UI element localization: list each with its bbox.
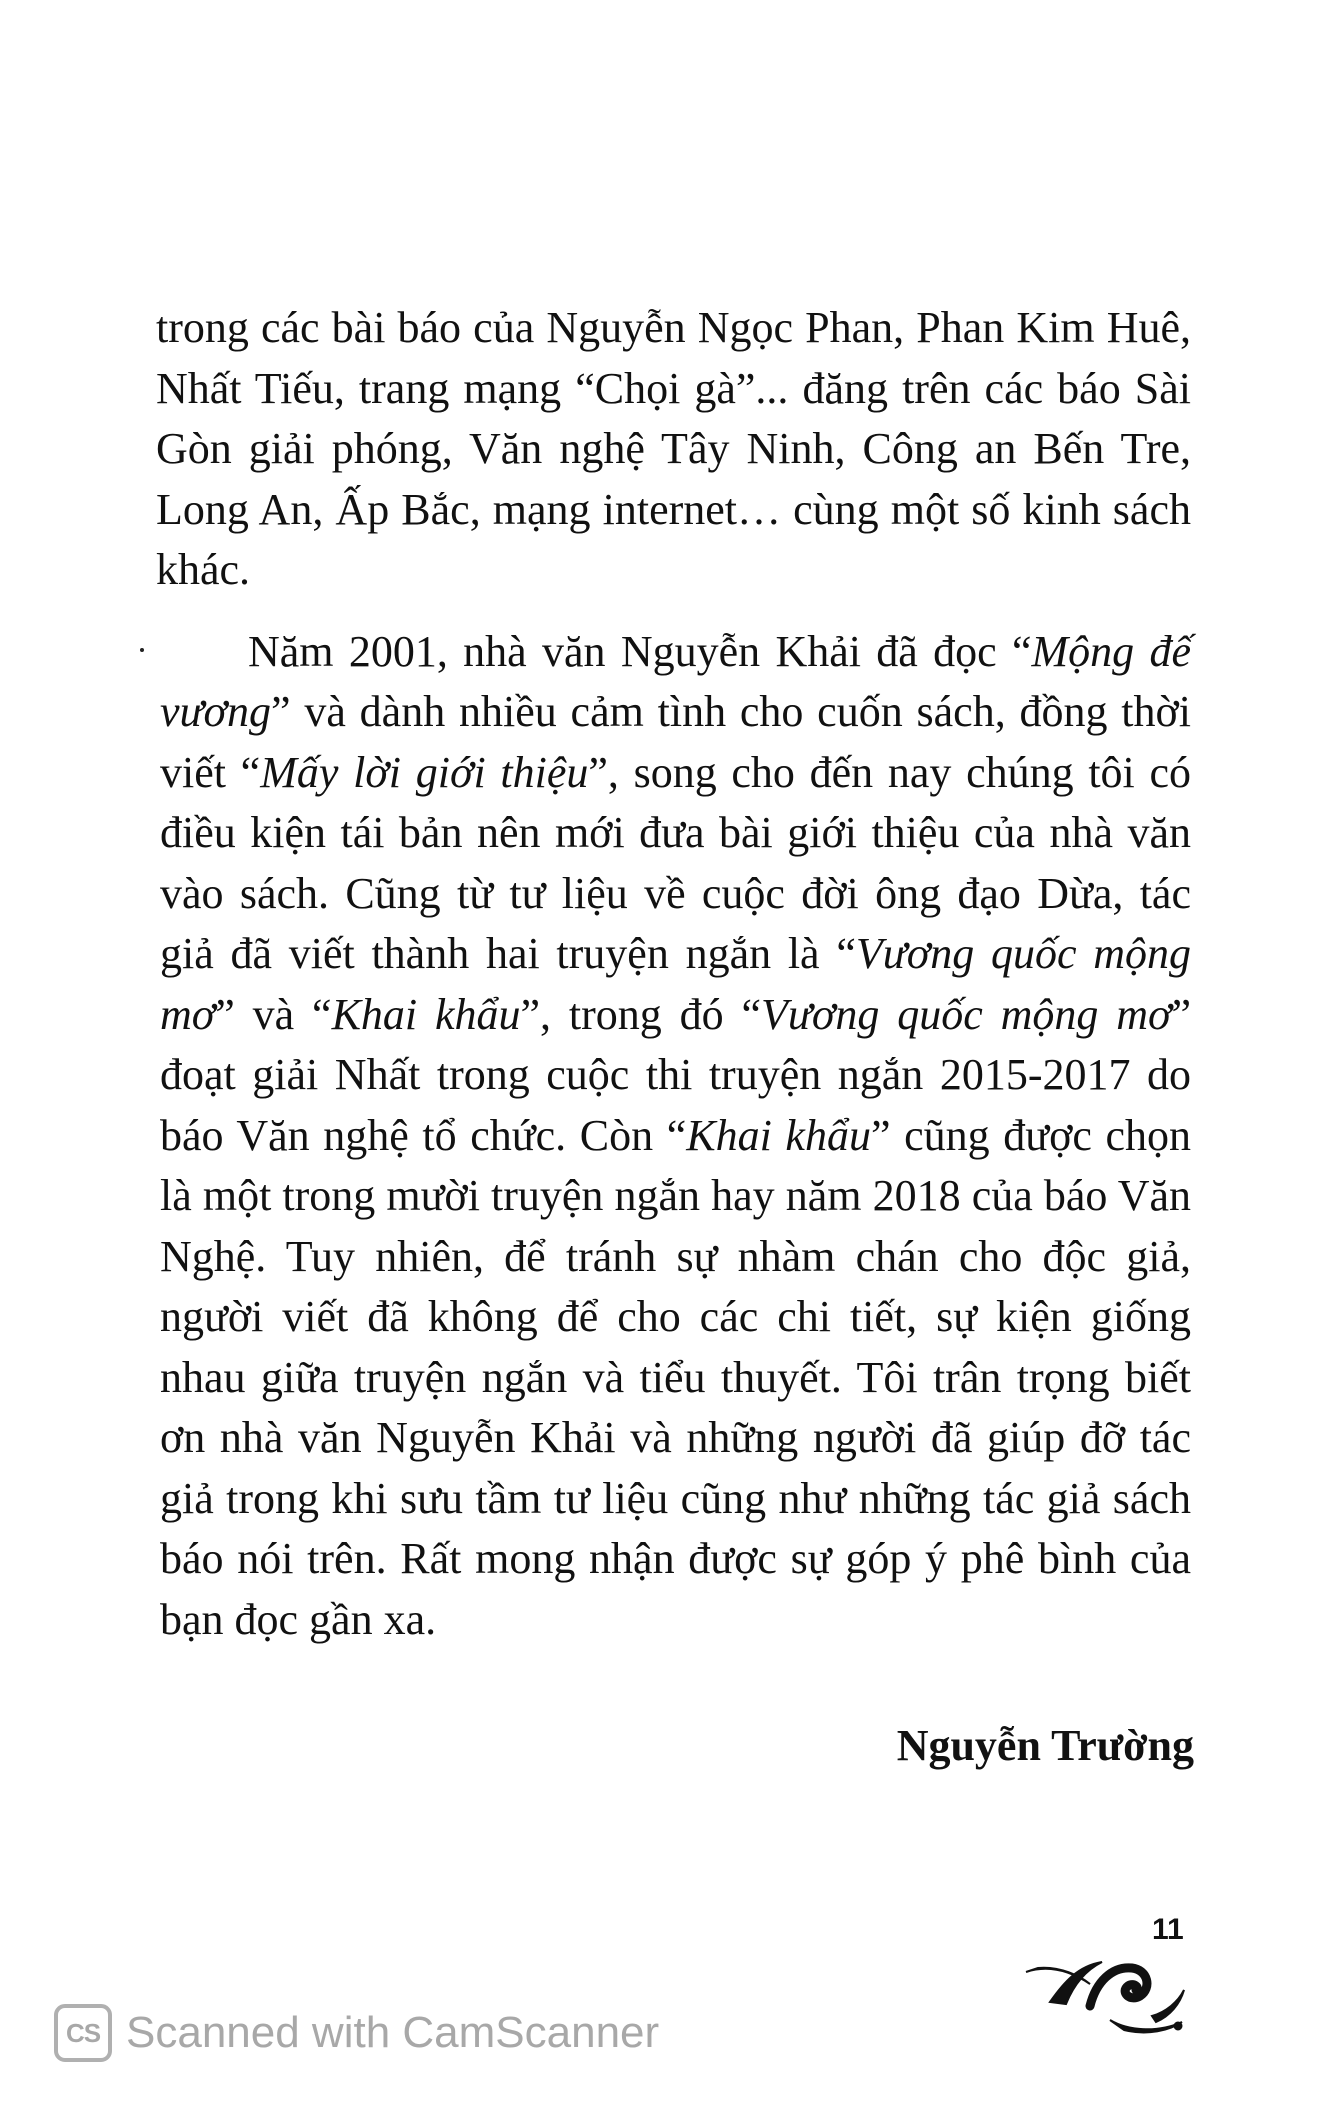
foreword-title-italic: Mấy lời giới thiệu <box>260 747 589 797</box>
body-text <box>156 298 1191 1650</box>
author-signature: Nguyễn Trường <box>896 1721 1194 1770</box>
story-title-italic: Vương quốc mộng mơ <box>160 929 1191 1039</box>
story-title-italic: Vương quốc mộng mơ <box>761 989 1172 1039</box>
camscanner-logo-icon: CS <box>54 2004 112 2062</box>
story-title-italic: Khai khẩu <box>331 989 521 1039</box>
page-number: 11 <box>1152 1913 1184 1946</box>
text-run: ”, song cho đến nay chúng tôi có điều kiện tái bản nên mới đưa bài giới thiệu của nhà văn vào sách. Cũng từ tư liệu về cuộc đời ông đạo Dừa, tác giả đã viết thành hai truyện ngắn là “ <box>160 747 1191 978</box>
camscanner-watermark <box>54 2004 659 2062</box>
text-run: Năm 2001, nhà văn Nguyễn Khải đã đọc “ <box>248 626 1032 676</box>
ink-speck <box>140 648 144 652</box>
text-run: ” cũng được chọn là một trong mười truyện ngắn hay năm 2018 của báo Văn Nghệ. Tuy nhiên, để tránh sự nhàm chán cho độc giả, người viết đã không để cho các chi tiết, sự kiện giống nhau giữa truyện ngắn và tiểu thuyết. Tôi trân trọng biết ơn nhà văn Nguyễn Khải và những người đã giúp đỡ tác giả trong khi sưu tầm tư liệu cũng như những tác giả sách báo nói trên. Rất mong nhận được sự góp ý phê bình của bạn đọc gần xa. <box>160 1110 1192 1644</box>
story-title-italic: Khai khẩu <box>686 1110 871 1160</box>
book-title-italic: Mộng đế vương <box>160 626 1191 736</box>
paragraph-1: trong các bài báo của Nguyễn Ngọc Phan, Phan Kim Huê, Nhất Tiếu, trang mạng “Chọi gà”... đăng trên các báo Sài Gòn giải phóng, Văn nghệ Tây Ninh, Công an Bến Tre, Long An, Ấp Bắc, mạng internet… cùng một số kinh sách khác. <box>156 303 1191 594</box>
text-run: ” và “ <box>215 989 332 1039</box>
text-run: ”, trong đó “ <box>520 989 761 1039</box>
text-run: ” đoạt giải Nhất trong cuộc thi truyện ngắn 2015-2017 do báo Văn nghệ tổ chức. Còn “ <box>160 989 1191 1160</box>
watermark-text: Scanned with CamScanner <box>126 2008 660 2057</box>
paragraph-2 <box>156 622 1191 1651</box>
floral-swirl-ornament-icon <box>1020 1932 1200 2042</box>
text-run: ” và dành nhiều cảm tình cho cuốn sách, đồng thời viết “ <box>160 687 1191 797</box>
